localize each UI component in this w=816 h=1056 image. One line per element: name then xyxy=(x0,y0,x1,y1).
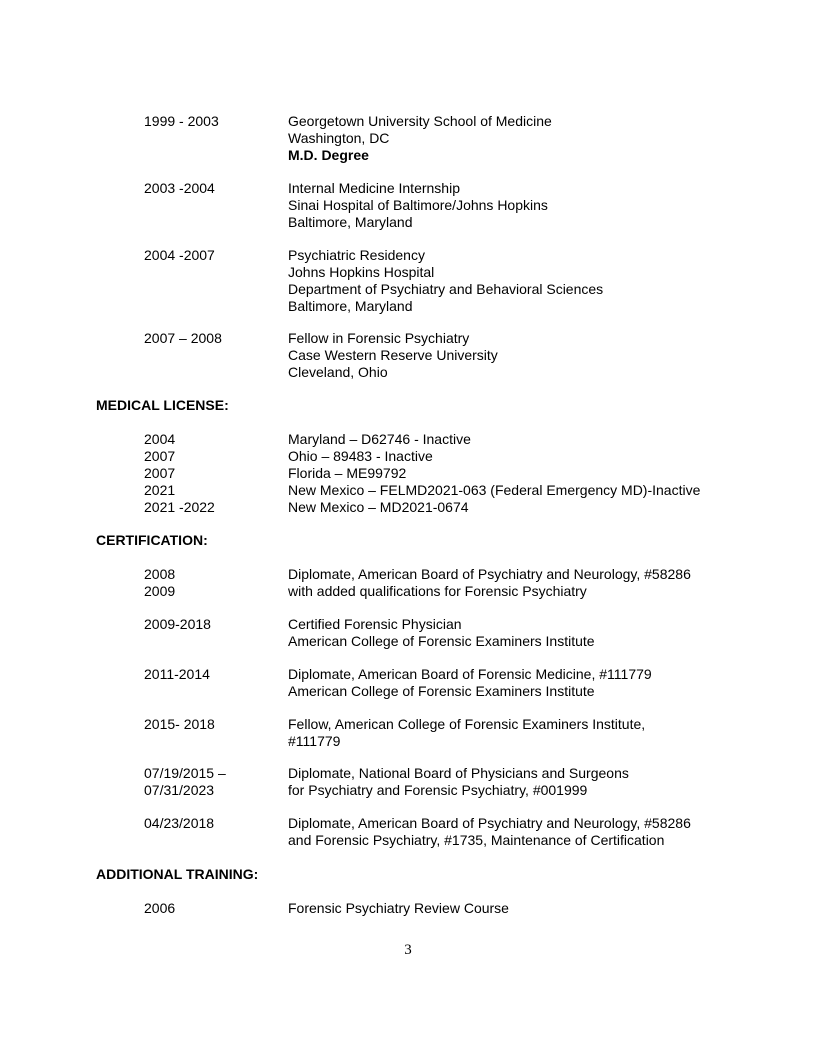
license-text: Maryland – D62746 - Inactive xyxy=(288,431,471,447)
cert-date: 2015- 2018 xyxy=(144,716,215,732)
entry-date: 2003 -2004 xyxy=(144,180,215,196)
cert-date: 2011-2014 xyxy=(144,666,210,682)
cert-date: 04/23/2018 xyxy=(144,815,215,831)
cert-line: and Forensic Psychiatry, #1735, Maintenance of Certification xyxy=(288,832,665,848)
entry-line: Baltimore, Maryland xyxy=(288,298,413,314)
license-text: New Mexico – MD2021-0674 xyxy=(288,499,469,515)
license-date: 2007 xyxy=(144,465,176,481)
cert-date: 2008 xyxy=(144,566,176,582)
entry-line: Fellow in Forensic Psychiatry xyxy=(288,330,470,346)
section-heading-additional-training: ADDITIONAL TRAINING: xyxy=(96,866,259,882)
entry-line: Georgetown University School of Medicine xyxy=(288,113,552,129)
entry-date: 2004 -2007 xyxy=(144,247,215,263)
license-date: 2004 xyxy=(144,431,176,447)
cert-line: #111779 xyxy=(288,733,341,749)
cert-date: 2009 xyxy=(144,583,176,599)
entry-line: Case Western Reserve University xyxy=(288,347,498,363)
entry-line: Internal Medicine Internship xyxy=(288,180,460,196)
license-date: 2021 -2022 xyxy=(144,499,215,515)
cert-line: Certified Forensic Physician xyxy=(288,616,462,632)
entry-line: Washington, DC xyxy=(288,130,390,146)
cert-line: Diplomate, American Board of Forensic Medicine, #111779 xyxy=(288,666,652,682)
page-number: 3 xyxy=(404,942,412,958)
license-text: Florida – ME99792 xyxy=(288,465,407,481)
entry-line: Department of Psychiatry and Behavioral Sciences xyxy=(288,281,604,297)
license-date: 2007 xyxy=(144,448,176,464)
cert-line: Diplomate, American Board of Psychiatry and Neurology, #58286 xyxy=(288,815,691,831)
cert-line: for Psychiatry and Forensic Psychiatry, #001999 xyxy=(288,782,588,798)
degree-label: M.D. Degree xyxy=(288,147,369,163)
entry-date: 1999 - 2003 xyxy=(144,113,219,129)
section-heading-certification: CERTIFICATION: xyxy=(96,532,208,548)
license-date: 2021 xyxy=(144,482,176,498)
license-text: Ohio – 89483 - Inactive xyxy=(288,448,433,464)
entry-line: Cleveland, Ohio xyxy=(288,364,388,380)
cert-line: Diplomate, National Board of Physicians and Surgeons xyxy=(288,765,629,781)
cert-line: American College of Forensic Examiners Institute xyxy=(288,683,595,699)
entry-line: Johns Hopkins Hospital xyxy=(288,264,435,280)
training-date: 2006 xyxy=(144,900,176,916)
license-text: New Mexico – FELMD2021-063 (Federal Emergency MD)-Inactive xyxy=(288,482,701,498)
entry-line: Psychiatric Residency xyxy=(288,247,425,263)
cert-date: 07/19/2015 – xyxy=(144,765,226,781)
cert-line: American College of Forensic Examiners Institute xyxy=(288,633,595,649)
entry-date: 2007 – 2008 xyxy=(144,330,222,346)
section-heading-medical-license: MEDICAL LICENSE: xyxy=(96,397,229,413)
entry-line: Baltimore, Maryland xyxy=(288,214,413,230)
cert-date: 2009-2018 xyxy=(144,616,211,632)
cert-line: with added qualifications for Forensic Psychiatry xyxy=(288,583,587,599)
cert-line: Diplomate, American Board of Psychiatry and Neurology, #58286 xyxy=(288,566,691,582)
training-text: Forensic Psychiatry Review Course xyxy=(288,900,509,916)
cert-date: 07/31/2023 xyxy=(144,782,215,798)
cert-line: Fellow, American College of Forensic Examiners Institute, xyxy=(288,716,646,732)
entry-line: Sinai Hospital of Baltimore/Johns Hopkins xyxy=(288,197,548,213)
